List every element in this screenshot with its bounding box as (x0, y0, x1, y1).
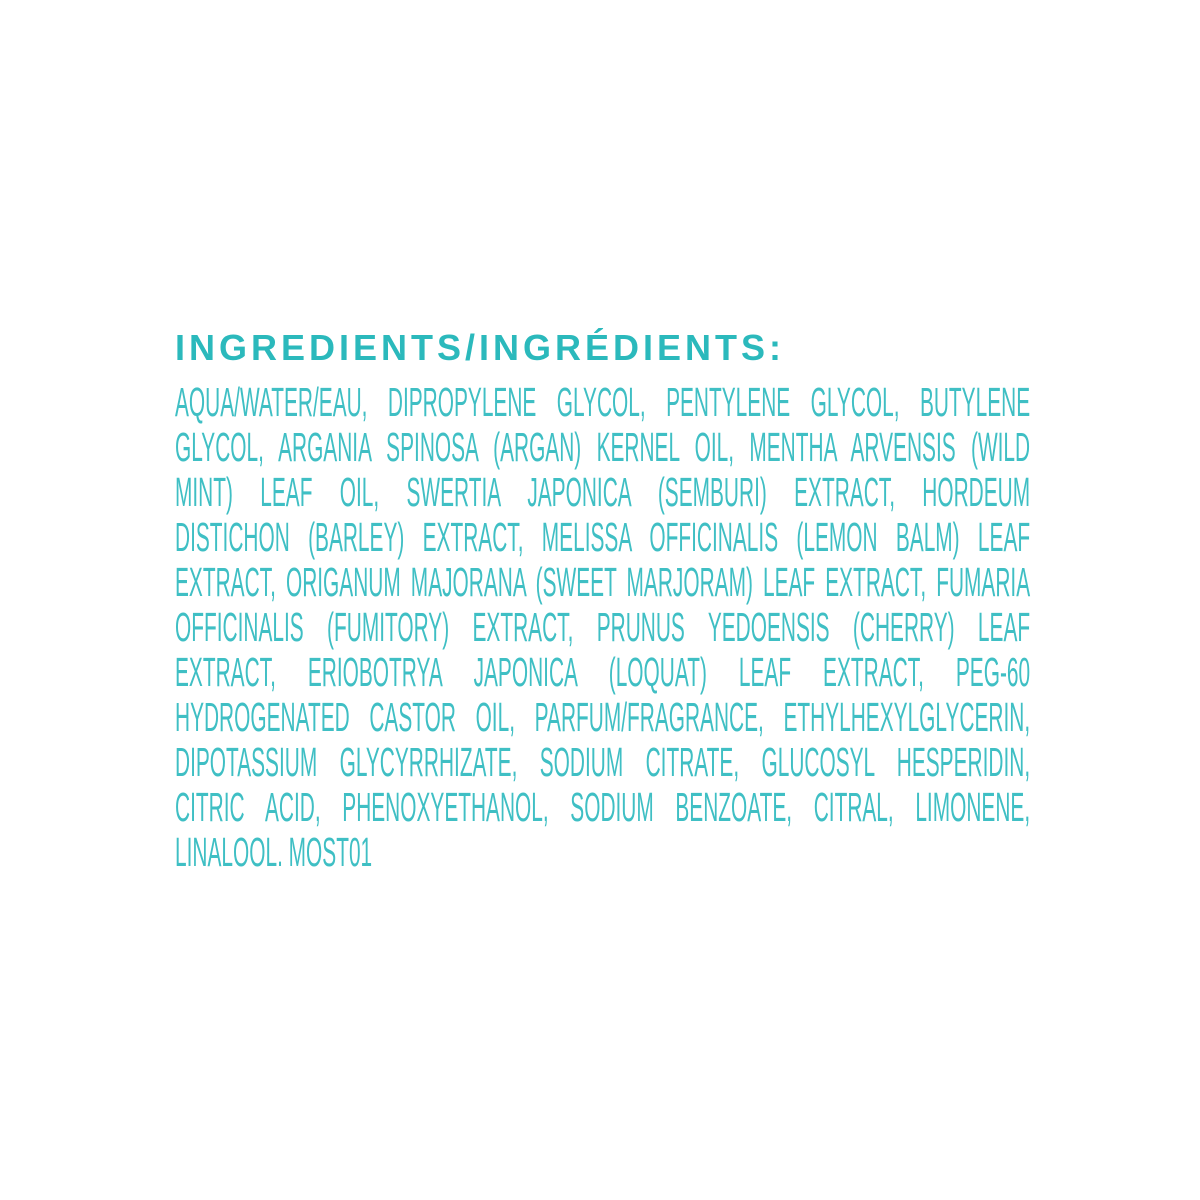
ingredient-line: AQUA/WATER/EAU, DIPROPYLENE GLYCOL, PENTYLENE GLYCOL, BUTYLENE (175, 379, 1031, 425)
ingredient-line-last: LINALOOL. MOST01 (175, 829, 373, 875)
ingredient-line: DIPOTASSIUM GLYCYRRHIZATE, SODIUM CITRATE, GLUCOSYL HESPERIDIN, (175, 739, 1031, 785)
ingredients-title: INGREDIENTS/INGRÉDIENTS: (175, 327, 786, 368)
ingredient-line: DISTICHON (BARLEY) EXTRACT, MELISSA OFFICINALIS (LEMON BALM) LEAF (175, 514, 1031, 560)
ingredient-line: MINT) LEAF OIL, SWERTIA JAPONICA (SEMBURI) EXTRACT, HORDEUM (175, 469, 1031, 515)
ingredient-line: HYDROGENATED CASTOR OIL, PARFUM/FRAGRANCE, ETHYLHEXYLGLYCERIN, (175, 694, 1031, 740)
ingredients-list (175, 380, 1030, 875)
ingredient-line: CITRIC ACID, PHENOXYETHANOL, SODIUM BENZOATE, CITRAL, LIMONENE, (175, 784, 1031, 830)
ingredient-line: EXTRACT, ERIOBOTRYA JAPONICA (LOQUAT) LEAF EXTRACT, PEG-60 (175, 649, 1031, 695)
ingredient-line: EXTRACT, ORIGANUM MAJORANA (SWEET MARJORAM) LEAF EXTRACT, FUMARIA (175, 559, 1031, 605)
ingredient-line: OFFICINALIS (FUMITORY) EXTRACT, PRUNUS YEDOENSIS (CHERRY) LEAF (175, 604, 1031, 650)
ingredient-line: GLYCOL, ARGANIA SPINOSA (ARGAN) KERNEL OIL, MENTHA ARVENSIS (WILD (175, 424, 1031, 470)
ingredients-label-block (175, 327, 1031, 875)
